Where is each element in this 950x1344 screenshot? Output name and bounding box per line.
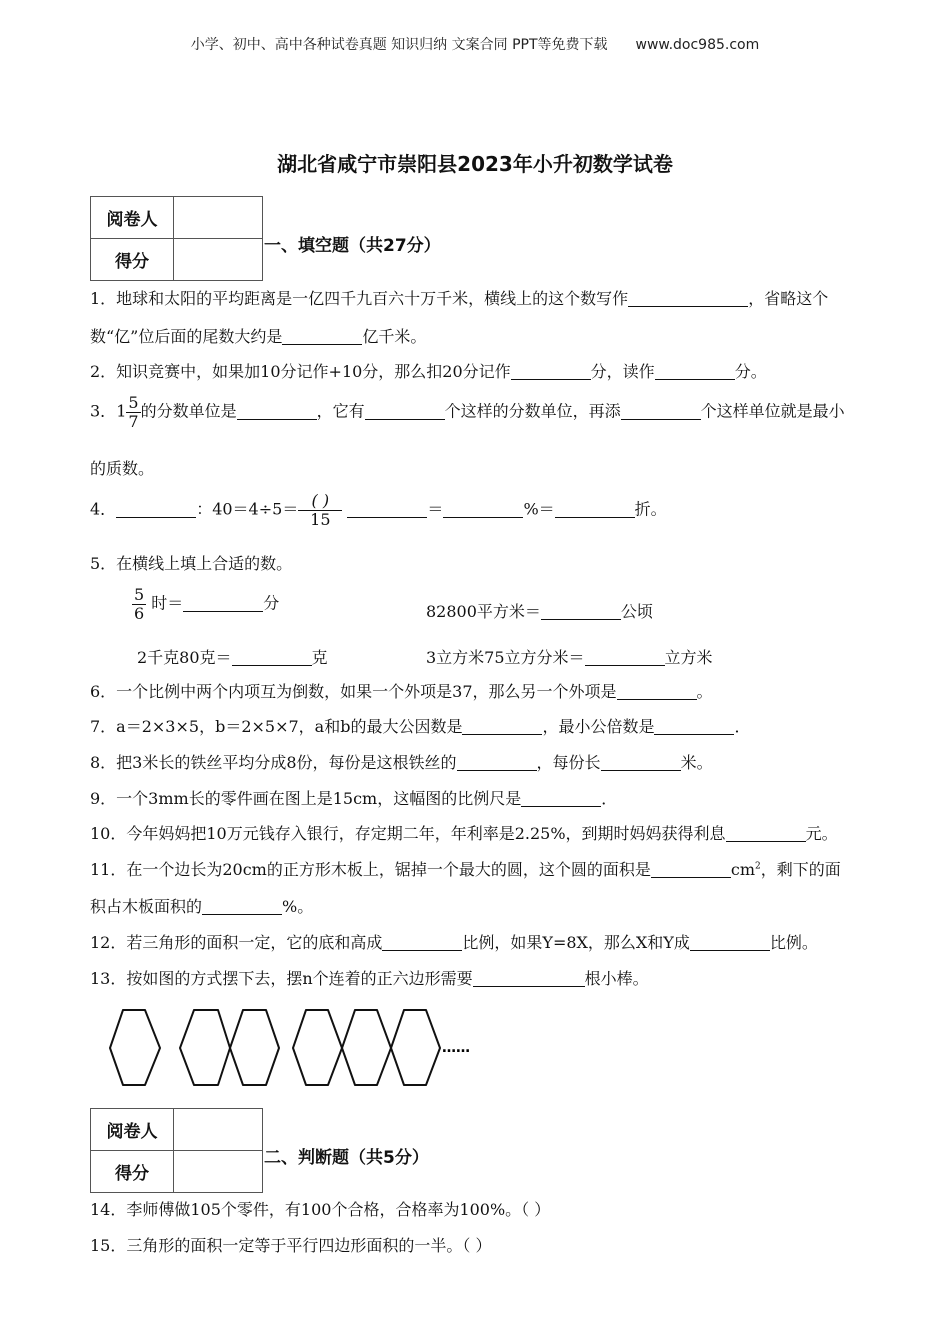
score-label: 得分	[91, 239, 174, 281]
q7-text: 7．a＝2×3×5，b＝2×5×7，a和b的最大公因数是	[90, 717, 463, 736]
reviewer-cell[interactable]	[174, 197, 263, 239]
q9-text-2: ．	[601, 789, 618, 808]
q2-text-3: 分。	[734, 362, 767, 381]
question-11-cont	[90, 894, 313, 917]
answer-blank[interactable]	[585, 649, 665, 666]
q4-fraction	[298, 492, 342, 528]
grader-table-1	[90, 196, 263, 281]
q3-text: 的分数单位是	[140, 401, 237, 421]
question-7	[90, 714, 750, 737]
q3-whole: 1	[116, 401, 127, 421]
answer-blank[interactable]	[726, 825, 806, 842]
q3-text-3: 个这样的分数单位，再添	[444, 401, 621, 421]
answer-blank[interactable]	[617, 683, 697, 700]
question-3-cont: 的质数。	[90, 459, 155, 478]
q5a-numerator: 5	[134, 585, 145, 604]
header-url: www.doc985.com	[635, 37, 760, 53]
q2-text-2: 分，读作	[590, 362, 655, 381]
q4-text-3: %＝	[523, 499, 555, 519]
q5a-text: 时＝	[151, 593, 184, 613]
answer-blank[interactable]	[511, 363, 591, 380]
q3-text-2: ，它有	[316, 401, 365, 421]
q8-text: 8．把3米长的铁丝平均分成8份，每份是这根铁丝的	[90, 753, 457, 772]
answer-blank[interactable]	[202, 898, 282, 915]
answer-blank[interactable]	[457, 754, 537, 771]
q9-text: 9．一个3mm长的零件画在图上是15cm，这幅图的比例尺是	[90, 789, 522, 808]
grader-table-2	[90, 1108, 263, 1193]
q7-text-2: ，最小公倍数是	[542, 717, 655, 736]
continuation-dots: ……	[442, 1040, 470, 1056]
hexagon	[180, 1010, 230, 1085]
q7-text-3: ．	[734, 717, 751, 736]
answer-blank[interactable]	[183, 595, 263, 612]
q5-item-a	[132, 586, 279, 622]
section-title-2: 二、判断题（共5分）	[264, 1148, 429, 1168]
answer-blank[interactable]	[654, 718, 734, 735]
q8-text-3: 米。	[680, 753, 713, 772]
q5-item-d	[426, 645, 713, 668]
question-8	[90, 750, 713, 773]
answer-blank[interactable]	[601, 754, 681, 771]
q3-number: 3．	[90, 401, 117, 421]
question-14: 14．李师傅做105个零件，有100个合格，合格率为100%。（ ）	[90, 1200, 551, 1219]
q11-text-4: %。	[282, 897, 314, 916]
page-header	[0, 34, 950, 54]
question-5: 5．在横线上填上合适的数。	[90, 554, 293, 573]
answer-blank[interactable]	[473, 970, 585, 987]
q11-unit: cm	[730, 860, 755, 879]
q4-text-2: ＝	[427, 499, 444, 519]
q3-text-4: 个这样单位就是最小	[700, 401, 845, 421]
question-1-cont	[90, 324, 426, 347]
q5a-unit: 分	[263, 593, 280, 613]
question-6	[90, 679, 713, 702]
q13-text: 13．按如图的方式摆下去，摆n个连着的正六边形需要	[90, 969, 473, 988]
hexagon	[110, 1010, 160, 1085]
q1-text: 1．地球和太阳的平均距离是一亿四千九百六十万千米，横线上的这个数写作	[90, 289, 629, 308]
answer-blank[interactable]	[651, 861, 731, 878]
q11-text-2: ，剩下的面	[760, 860, 841, 879]
answer-blank[interactable]	[628, 290, 748, 307]
q5a-fraction	[132, 586, 146, 622]
answer-blank[interactable]	[232, 649, 312, 666]
section-title-1: 一、填空题（共27分）	[264, 236, 441, 256]
answer-blank[interactable]	[690, 934, 770, 951]
question-15: 15．三角形的面积一定等于平行四边形面积的一半。（ ）	[90, 1236, 492, 1255]
q5c-unit: 克	[311, 648, 328, 667]
answer-blank[interactable]	[237, 403, 317, 420]
q11-text: 11．在一个边长为20cm的正方形木板上，锯掉一个最大的圆，这个圆的面积是	[90, 860, 651, 879]
answer-blank[interactable]	[443, 501, 523, 518]
question-3	[90, 394, 845, 430]
q1-text-4: 亿千米。	[362, 327, 427, 346]
score-label: 得分	[91, 1151, 174, 1193]
question-1	[90, 286, 828, 309]
answer-blank[interactable]	[382, 934, 462, 951]
q2-text: 2．知识竞赛中，如果加10分记作+10分，那么扣20分记作	[90, 362, 511, 381]
page-title: 湖北省咸宁市崇阳县2023年小升初数学试卷	[277, 152, 673, 176]
q5-item-b	[426, 599, 653, 622]
reviewer-label: 阅卷人	[91, 1109, 174, 1151]
q12-text-3: 比例。	[769, 933, 818, 952]
q3-fraction	[126, 394, 140, 430]
q3-fraction-numerator: 5	[128, 393, 139, 412]
answer-blank[interactable]	[365, 403, 445, 420]
q4-fraction-numerator: ( )	[298, 492, 342, 511]
hexagon	[293, 1010, 342, 1085]
question-4	[90, 492, 667, 528]
hexagon	[391, 1010, 440, 1085]
answer-blank[interactable]	[555, 501, 635, 518]
hexagon-figure	[100, 1000, 500, 1100]
answer-blank[interactable]	[655, 363, 735, 380]
answer-blank[interactable]	[347, 501, 427, 518]
q1-text-3: 数“亿”位后面的尾数大约是	[90, 327, 283, 346]
q5-item-c	[137, 645, 328, 668]
answer-blank[interactable]	[541, 603, 621, 620]
q12-text: 12．若三角形的面积一定，它的底和高成	[90, 933, 383, 952]
reviewer-label: 阅卷人	[91, 197, 174, 239]
question-12	[90, 930, 818, 953]
q11-text-3: 积占木板面积的	[90, 897, 203, 916]
q11-unit-sup: 2	[755, 861, 761, 872]
hexagon	[342, 1010, 391, 1085]
q3-fraction-denominator: 7	[128, 411, 139, 431]
q6-text-2: 。	[696, 682, 713, 701]
q5b-unit: 公顷	[620, 602, 653, 621]
question-11	[90, 857, 841, 880]
header-text: 小学、初中、高中各种试卷真题 知识归纳 文案合同 PPT等免费下载	[190, 37, 608, 53]
q5b-text: 82800平方米＝	[426, 602, 541, 621]
q4-number: 4．	[90, 499, 117, 519]
answer-blank[interactable]	[521, 790, 601, 807]
hexagon	[230, 1010, 279, 1085]
q5a-denominator: 6	[134, 603, 145, 623]
q8-text-2: ，每份长	[536, 753, 601, 772]
question-9	[90, 786, 617, 809]
q12-text-2: 比例，如果Y=8X，那么X和Y成	[462, 933, 690, 952]
q10-text: 10．今年妈妈把10万元钱存入银行，存定期二年，年利率是2.25%，到期时妈妈获得利息	[90, 824, 726, 843]
q6-text: 6．一个比例中两个内项互为倒数，如果一个外项是37，那么另一个外项是	[90, 682, 617, 701]
score-cell[interactable]	[174, 1151, 263, 1193]
score-cell[interactable]	[174, 239, 263, 281]
q13-text-2: 根小棒。	[584, 969, 649, 988]
reviewer-cell[interactable]	[174, 1109, 263, 1151]
answer-blank[interactable]	[282, 328, 362, 345]
q5d-text: 3立方米75立方分米＝	[426, 648, 585, 667]
answer-blank[interactable]	[462, 718, 542, 735]
answer-blank[interactable]	[116, 501, 196, 518]
q10-text-2: 元。	[805, 824, 838, 843]
answer-blank[interactable]	[621, 403, 701, 420]
question-13	[90, 966, 649, 989]
q5d-unit: 立方米	[664, 648, 713, 667]
q4-text: ：40＝4÷5＝	[196, 499, 299, 519]
q5c-text: 2千克80克＝	[137, 648, 232, 667]
question-10	[90, 821, 838, 844]
q4-text-4: 折。	[634, 499, 667, 519]
question-2	[90, 359, 767, 382]
q4-fraction-denominator: 15	[310, 509, 331, 529]
q1-text-2: ，省略这个	[748, 289, 829, 308]
